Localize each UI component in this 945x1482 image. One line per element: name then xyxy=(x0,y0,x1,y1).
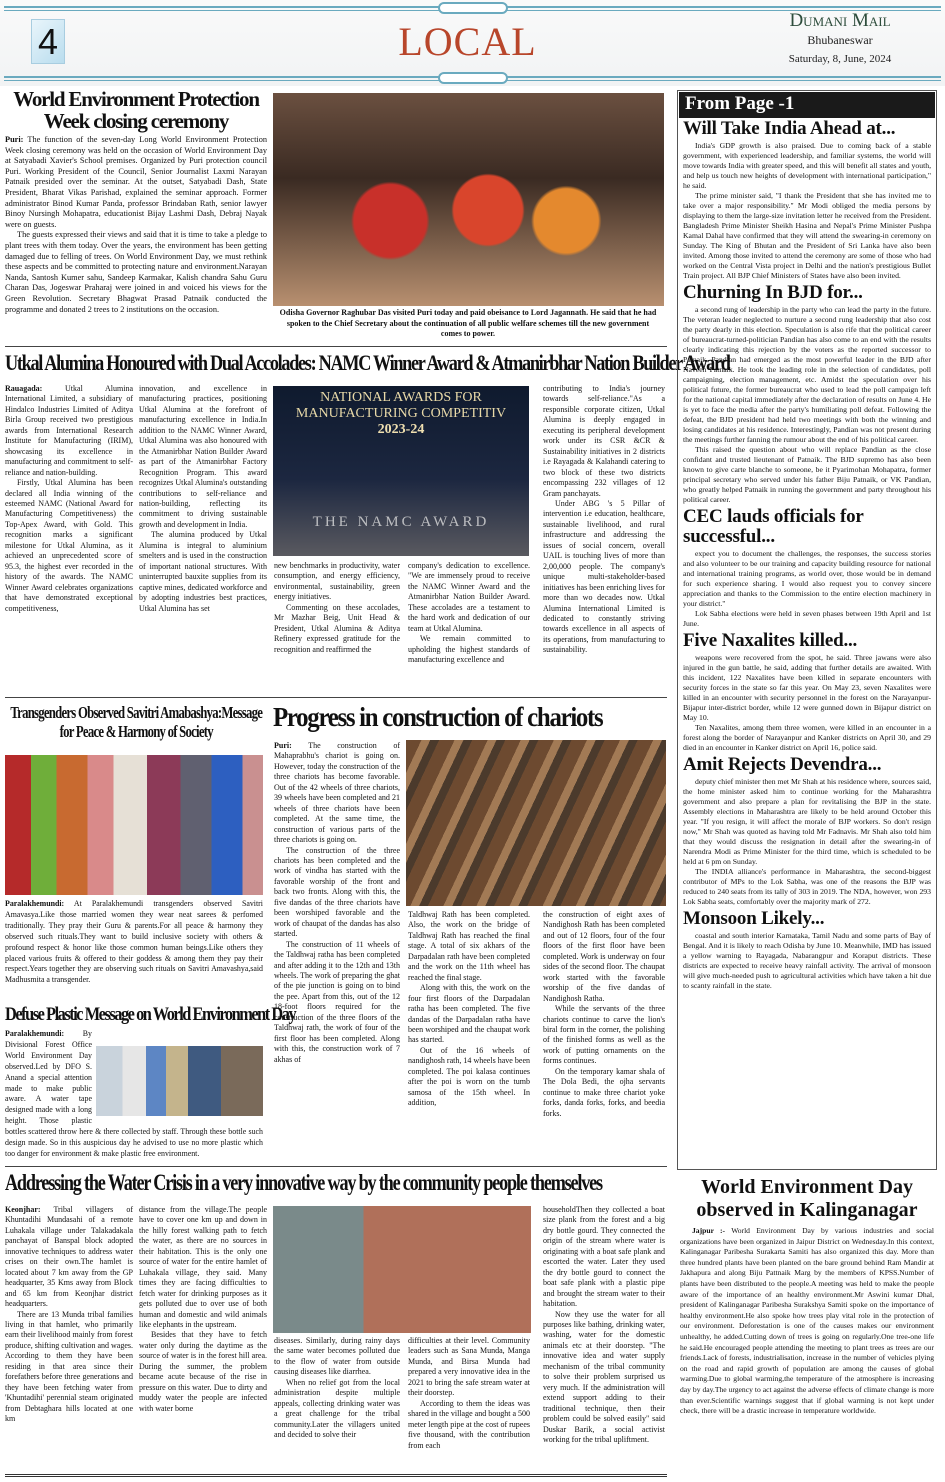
paragraph: India's GDP growth is also praised. Due to coming back of a stable government, with experienced leadership, and familiar systems, the world will move towards India with greater speed, and this will benefit all states and youth, and help us touch new heights of development with international participation," he said. xyxy=(683,140,931,190)
water-pipe-photo xyxy=(273,1206,531,1333)
article-body xyxy=(5,135,267,315)
paragraph: The construction of the three chariots has been completed and the work of vindha has started with the favorable worship of the front and back two fronts. Along with this, the five dandas of the three chariots have been worshiped favorable and the work of chaupat of the dandas has also started. xyxy=(274,845,400,939)
transgender-ritual-photo xyxy=(5,755,263,895)
paragraph: While the servants of the three chariots continue to carve the lion's biral form in the corner, the polishing of the finished forms as well as the work of putting ornaments on the forms continues. xyxy=(543,1004,665,1066)
plastic-awareness-photo xyxy=(96,1046,263,1116)
paragraph: a second rung of leadership in the party who can lead the party in the future. The veteran leader neglected to nurture a second rung leadership that also cost the party dearly in this election. Speculation is also rife that the political career of bureaucrat-turned-politician Pandian has also come to an end with the results clearly indicating this rejection by the voters as the reported successor to Patnaik. Pandian had emerged as the most powerful leader in the BJD after Naveen Patnaik. He took the leading role in the selection of candidates, poll campaigning, election management, etc. Amidst the speculation over his political future, the former bureaucrat who used to lead the poll campaign left for the national capital immediately after the declaration of results on June 4. He is yet to face the media after the party's humiliating poll defeat. Following the defeat, the BJD president had held two meetings with both the winning and losing candidates at his residence. Interestingly, Pandian was not present during the meetings further fanning the rumour about the end of his political career. xyxy=(683,304,931,444)
page-number: 4 xyxy=(31,19,65,64)
paragraph: According to them the ideas was shared in the village and bought a 500 meter length pipe at the cost of rupees five thousand, with the contribution from each xyxy=(408,1398,530,1450)
dateline: Puri: xyxy=(274,741,292,750)
dateline: Paralakhemundi: xyxy=(5,1029,65,1038)
paragraph: The alumina produced by Utkal Alumina is integral to aluminium smelters and is used in the construction of important national structures. With uninterrupted bauxite supplies from its captive mines, dedicated workforce and by adopting industries best practices, Utkal Alumina has set xyxy=(139,530,267,613)
paragraph: difficulties at their level. Community leaders such as Sana Munda, Manga Munda, and Birsa Munda had prepared a very innovative idea in the 2021 to bring the safe stream water at their doorstep. xyxy=(408,1336,530,1398)
photo-caption: Odisha Governor Raghubar Das visited Puri today and paid obeisance to Lord Jagannath. He said that he had spoken to the Chief Secretary about the continuation of all public welfare schemes till the new government comes to power. xyxy=(279,308,657,338)
section-title: LOCAL xyxy=(398,19,537,64)
chariots-column-2 xyxy=(408,910,530,1109)
ornament-icon xyxy=(438,2,508,14)
photo-text: 2023-24 xyxy=(377,422,425,437)
paragraph: The function of the seven-day Long World Environment Protection Week closing ceremony was held on the occasion of World Environment Day at Satyabadi Xavier's School premises. Organized by Puri protection council Puri. Working President of the Council, Senior Journalist Laxmi Narayan Patnaik presided over the seminar. At the outset, Satyabadi Dash, State President, Bharat Vikas Parishad, explained the seminar approach. Former administrator Binod Kumar Panda, professor Brindaban Rath, senior lawyer Binoy Nursingh Mohapatra, educationist Bijay Lashmi Dash, Debraj Nayak were on guests. xyxy=(5,135,267,229)
divider xyxy=(5,1166,667,1167)
utkal-column-1 xyxy=(5,384,133,614)
newspaper-name: Dumani Mail xyxy=(789,10,891,31)
paragraph: Utkal Alumina International Limited, a subsidiary of Hindalco Industries Limited of Aditya Birla Group received two prestigious awards from International Research Institute for Manufacturing (IRIM), showcasing its excellence in manufacturing and commitment to self-reliance and nation-building. xyxy=(5,384,134,477)
dateline: Jajpur :- xyxy=(692,1226,726,1235)
governor-visit-photo xyxy=(273,93,664,306)
story-headline: Five Naxalites killed... xyxy=(683,629,858,651)
water-column-1 xyxy=(5,1205,133,1425)
paragraph: Firstly, Utkal Alumina has been declared all India winning of the esteemed NAMC (National Award for Manufacturing Competitiveness) the Top-Apex Award, with Gold. This recognition marks a significant milestone for Utkal Alumina, as it achieved an unprecedented score of 95.3, the highest ever recorded in the history of the awards. The NAMC Winner Award celebrates organizations that have demonstrated exceptional competitiveness, xyxy=(5,478,133,613)
paragraph: Along with this, the work on the four first floors of the Darpadalan ratha has been completed. The five dandas of the Darpadalan ratha have been worshiped and the chaupat work has started. xyxy=(408,983,530,1045)
paragraph: Lok Sabha elections were held in seven phases between 19th April and 1st June. xyxy=(683,608,931,628)
water-column-4 xyxy=(408,1336,530,1451)
namc-award-photo xyxy=(273,386,529,556)
water-column-2 xyxy=(139,1205,267,1414)
photo-text: MANUFACTURING COMPETITIV xyxy=(295,406,507,421)
headline-transgender: Transgenders Observed Savitri Amabashya:Message for Peace & Harmony of Society xyxy=(5,703,268,741)
transgender-body xyxy=(5,899,263,986)
story-headline: CEC lauds officials for successful... xyxy=(683,505,864,547)
divider xyxy=(5,1474,667,1477)
paragraph: There are 13 Munda tribal families living in that hamlet, who primarily earn their livelihood mainly from forest produce, shifting cultivation and wages. According to them they have been residing in that area since their forefathers before three generations and they have been fetching water from 'Khuntadihi' perennial steam originated from Debtaghara hills located at one km xyxy=(5,1309,133,1424)
paragraph: Under ABG 's 5 Pillar of intervention i.e education, healthcare, sustainable livelihood, and rural infrastructure and addressing the issues of social concern, overall UAIL is touching lives of more than 2,00,000 people. The company's unique multi-stakeholder-based initiatives has been enriching lives for more than wo decades now. Utkal Alumina International Limited is dedicated to constantly striving towards excellence in all aspects of its operations, from manufacturing to sustainability. xyxy=(543,498,665,655)
paragraph: The construction of 11 wheels of the Taldhwaj ratha has been completed and after adding it to the 12th and 13th wheels. The work of preparing the ghat of the pie junction is going on to bind the pee. Apart from this, out of the 12 18-foot floors required for the construction of the three floors of the Taldhwaj rath, the work of four of the first floor has been completed. Along with this, the construction work of 7 akhas of xyxy=(274,939,400,1064)
paragraph: diseases. Similarly, during rainy days the same water becomes polluted due to the flow of water from outside causing diseases like diarrhea. xyxy=(274,1336,400,1377)
dateline: Paralakhemundi: xyxy=(5,899,65,908)
paragraph: Now they use the water for all purposes like bathing, drinking water, washing, water for the domestic animals etc at their doorstep. "The innovative idea and water supply mechanism of the tribal community to solve their problem surprised us very much. If the administration will extend support adding to their traditional technique, then their problem could be solved easily" said Duskar Barik, a social activist working for the tribal upliftment. xyxy=(543,1309,665,1444)
paragraph: Out of the 16 wheels of nandighosh rath, 14 wheels have been completed. The poi kalasa continues after the poi is worn on the tumb samosa of the 15th wheel. In addition, xyxy=(408,1045,530,1108)
paragraph: company's dedication to excellence. "We are immensely proud to receive the NAMC Winner Award and the Atmanirbhar Nation Builder Award. These accolades are a testament to the hard work and dedication of our team at Utkal Alumina. xyxy=(408,561,530,633)
story-body xyxy=(678,303,936,507)
headline: World Environment Protection Week closing ceremony xyxy=(13,87,259,133)
headline-plastic: Defuse Plastic Message on World Environment Day xyxy=(5,1004,296,1025)
paragraph: Besides that they have to fetch water only during the daytime as the source of water is in the forest hill area. During the summer, the problem became acute because of the rise in pressure on this water. Due to dirty and muddy water the people are infected with water borne xyxy=(139,1330,267,1413)
paragraph: Tribal villagers of Khuntadihi Mundasahi of a remote Luhakala village under Talakadakala panchayat of Banspal block adopted innovative techniques to address water crises on their own.The hamlet is located about 7 km away from the GP headquarter, 35 Kms away from Block and 65 km from Keonjhar district headquarters. xyxy=(5,1205,133,1309)
paragraph: By Divisional Forest Office World Environment Day observed.Led by DFO S. Anand a special attention made to make public aware. A water tape designed made with a long height. Those plastic bottles scattered throw here & there collected by staff. Through these bottle such design made. So in this auspicious day he advised to use no more plastic which too danger for environment & make plastic free environment. xyxy=(5,1029,263,1158)
chariots-column-1 xyxy=(274,741,400,1065)
paragraph: weapons were recovered from the spot, he said. Three jawans were also injured in the gun battle, he said, adding that further details are awaited. With this incident, 122 Naxalites have been killed in separate encounters with security forces in the state so far this year. On May 23, seven Naxalites were killed in an encounter with security personnel in the forest on the Narayanpur-Bijapur inter-district border, while 12 were gunned down in Bijapur district on May 10. xyxy=(683,652,931,722)
paragraph: contributing to India's journey towards self-reliance."As a responsible corporate citizen, Utkal Alumina is deeply engaged in executing its peripheral development work under its CSR &CR & Sustainability initiatives in 2 districts i.e Rayagada & Kalahandi catering to two block of these two districts encompassing 232 villages of 12 Gram panchayats. xyxy=(543,384,665,498)
paragraph: The construction of Mahaprabhu's chariot is going on. However, today the construction of the three chariots has become favorable. Out of the 42 wheels of three chariots, 39 wheels have been completed and 21 wheels of three chariots have been completed. At the same time, the construction of various parts of the three chariots is going on. xyxy=(274,741,401,845)
paragraph: World Environment Day by various industries and social organizations have been organized in Jaipur District on Wednesday.In this context, Kalinganagar Paribesha Surakarta Samiti has also organized this day. More than three hundred plants have been planted on the bare ground behind Ram Mandir at Jakhapura and along Biju Pattnaik Marg by the members of KPSS.Number of plants have been distributed to the people.A meeting was held to make the people aware of the importance of an healthy environment.Mr Aswini kumar Dhal, president of Kalinganagar Paribesha Surakshya Samiti spoke on the importance of healthy environment.He also spoke how trees play vital role in the protection of our environment. Deforestation is one of the causes makes our environment unhealthy, he added.Cutting down of trees is going on regularly.One tree-one life he said.He encouraged people attending the meeting to plant trees as trees are our friends.Lack of forests, industrialisation, increase in the number of vehicles plying on the road and rapid growth of population are among the causes of global warming.Due to global warming,the temperature of the atmosphere is increasing day by day.The urgency to act against the adverse effects of climate change is more than ever.Scientific warnings suggest that if global warming is not kept under check, there will be a drastic increase in temperature worldwide. xyxy=(680,1226,934,1416)
paragraph: the construction of eight axes of Nandighosh Rath has been completed and out of 12 floors, four of the four floors of the first floor have been completed. Work is underway on four sides of the second floor. The chaupat work started with the favorable worship of the five dandas of Nandighosh Ratha. xyxy=(543,910,665,1003)
photo-text: NATIONAL AWARDS FOR xyxy=(320,390,482,405)
article-kalinganagar xyxy=(677,1176,937,1476)
headline: World Environment Day observed in Kalinganagar xyxy=(696,1176,918,1221)
chariots-column-3 xyxy=(543,910,665,1119)
edition-city: Bhubaneswar xyxy=(807,33,873,47)
dateline: Keonjhar: xyxy=(5,1205,41,1214)
from-page-1-box xyxy=(677,90,937,1170)
article-env-week xyxy=(5,88,267,315)
paragraph: Taldhwaj Rath has been completed. Also, the work on the bridge of Taldhwaj Rath has reached the final stage. A total of six akhars of the Darpadalan rath have been completed and the work on the 11th wheel has reached the final stage. xyxy=(408,910,530,982)
paragraph: deputy chief minister then met Mr Shah at his residence where, sources said, the home minister asked him to continue working for the Maharashtra government and also prepare a plan for revitalising the BJP in the state. Assembly elections in Maharashtra are likely to be held around October this year. "If you resign, it will affect the morale of BJP workers. So don't resign now," Mr Shah was quoted as having told Mr Fadnavis. Mr Shah also told him that they would discuss the resignation in detail after the swearing-in of Narendra Modi as Prime Minister for the third time, which is scheduled to be held at 6 pm on Sunday. xyxy=(683,776,931,866)
paragraph: Ten Naxalites, among them three women, were killed in an encounter in a forest along the border of Narayanpur and Kanker districts on April 30, and 29 died in an encounter in Kanker district on April 16, police said. xyxy=(683,722,931,752)
story-body xyxy=(678,775,936,909)
paragraph: The prime minister said, "I thank the President that she has invited me to take over a major responsibility." Mr Modi obliged the media persons by displaying to them the large-size invitation letter he received from the President. Bangladesh Prime Minister Sheikh Hasina and Nepal's Prime Minister Pushpa Kamal Dahal have confirmed that they will attend the swearing-in ceremony on Sunday. The King of Bhutan and the President of Sri Lanka have also been invited. Among those invited to attend the ceremony are some of those who had worked on the Central Vista project in Delhi and the nation's prestigious Bullet Train project. All BJP Chief Ministers of States have also been invited. xyxy=(683,190,931,280)
story-headline: Churning In BJD for... xyxy=(683,281,863,303)
paragraph: When no relief got from the local administration despite multiple appeals, collecting drinking water was a great challenge for the tribal community.Later the villagers united and decided to solve their xyxy=(274,1377,400,1440)
plastic-body xyxy=(5,1029,263,1160)
utkal-column-2 xyxy=(139,384,267,614)
utkal-column-3 xyxy=(274,561,400,655)
paragraph: The INDIA alliance's performance in Maharashtra, the second-biggest contributor of MPs to the Lok Sabha, was one of the reasons the BJP was reduced to 240 seats from its tally of 303 in 2019. The NDA, however, won 293 Lok Sabha seats, comfortably over the majority mark of 272. xyxy=(683,866,931,906)
paragraph: innovation, and excellence in manufacturing practices, positioning Utkal Alumina at the forefront of manufacturing excellence in India.In addition to the NAMC Winner Award, Utkal Alumina was also honoured with the Atmanirbhar Nation Builder Award as part of the Atmanirbhar Factory Recognition Program. This award recognizes Utkal Alumina's outstanding contributions to self-reliance and nation-building, reflecting its commitment to driving sustainable growth and development in India. xyxy=(139,384,267,529)
headline-chariots: Progress in construction of chariots xyxy=(273,702,603,732)
paragraph: coastal and south interior Karnataka, Tamil Nadu and some parts of Bay of Bengal. And it is likely to reach Odisha by June 10. Meanwhile, IMD has issued a yellow warning to Rayagada, Nabarangpur and Koraput districts. These districts are expected to receive heavy rainfall activity. The arrival of monsoon will give much-needed push to agricultural activities which have taken a hit due to scanty rainfall in the state. xyxy=(683,930,931,990)
story-headline: Monsoon Likely... xyxy=(683,907,825,929)
story-body xyxy=(678,651,936,755)
paragraph: At Paralakhemundi transgenders observed Savitri Amavasya.Like those married women they wear neat sarees & perfomed traditionally. They pray their Guru & parents.For all peace & harmony they observed such rituals.They want to build inclusive society with others & profound respect & honor like those common human beings.Like others they placed various fruits & offered to their goddess & among them they pay their respect.Years together they are observing such rituals on Savitri Amavashya,said Madhusmita a transgender. xyxy=(5,899,263,985)
paragraph: expect you to document the challenges, the responses, the success stories and also volunteer to be our training and capacity building resource for national and international training programs, as world over, those would be in demand for such experience sharing. I would also request you to convey sincere appreciation and thanks to the Commission to the entire election machinery in your district." xyxy=(683,548,931,608)
paragraph: On the temporary kamar shala of The Dola Bedi, the ojha servants continue to make three chariot yoke forks, danda forks, forks, and beedia forks. xyxy=(543,1066,665,1118)
water-column-3 xyxy=(274,1336,400,1441)
ornament-icon xyxy=(438,72,508,84)
paragraph: distance from the village.The people have to cover one km up and down in the hilly forest walking path to fetch the water, as there are no sources in their habitation. This is the only one source of water for the entire hamlet of Luhakala village, they said. Many times they are facing difficulties to fetch water for drinking purposes as it gets polluted due to over use of both human and domestic and wild animals like elephants in the upstream. xyxy=(139,1205,267,1329)
story-headline: Amit Rejects Devendra... xyxy=(683,753,882,775)
headline-utkal: Utkal Alumina Honoured with Dual Accolades: NAMC Winner Award & Atmanirbhar Nation Builder Award xyxy=(5,350,730,375)
chariot-construction-photo xyxy=(406,740,666,906)
divider xyxy=(5,346,667,347)
paragraph: This raised the question about who will replace Pandian as the close confidant and trusted lieutenant of Patnaik. The BJD supremo has also been known to give carte blanche to someone, be it Pyarimohan Mohapatra, former principal secretary who served under his father Biju Patnaik, or VK Pandian, who greatly helped Patnaik in running the government and party throughout his political career. xyxy=(683,444,931,504)
water-column-5 xyxy=(543,1205,665,1445)
divider xyxy=(5,697,667,698)
story-body xyxy=(678,547,936,631)
paragraph: The guests expressed their views and said that it is time to take a pledge to plant trees with them today. Over the years, the environment has been getting damaged due to felling of trees. On World Environment Day, we must rethink these aspects and be committed to protecting nature and environment.Narayan Nanda, Santosh Kumer sahu, Sandeep Karmakar, Kalish chandra Sahu Guru Charan Das, Jogeswar Praharaj were joined in and voiced his views for the Green Revolution. Secretary Bhagwat Prasad Patnaik conducted the programme and donated 2 trees to 2 institutions on the occasion. xyxy=(5,230,267,314)
paragraph: Commenting on these accolades, Mr Mazhar Beig, Unit Head & President, Utkal Alumina & Aditya Refinery expressed gratitude for the recognition and reaffirmed the xyxy=(274,602,400,654)
photo-text: THE NAMC AWARD xyxy=(312,514,490,530)
article-body xyxy=(677,1222,937,1417)
issue-date: Saturday, 8, June, 2024 xyxy=(788,53,892,65)
from-page-label: From Page -1 xyxy=(679,92,935,118)
story-body xyxy=(678,139,936,283)
paragraph: We remain committed to upholding the highest standards of manufacturing excellence and xyxy=(408,634,530,665)
paragraph: householdThen they collected a boat size plank from the forest and a big dry bottle gourd. They connected the origin of the stream where water is originating with a boat safe plank and escorted the water. Later they used the dry bottle gourd to connect the boat safe plank with a plastic pipe and brought the stream water to their habitation. xyxy=(543,1205,665,1309)
utkal-column-4 xyxy=(408,561,530,666)
dateline: Puri: xyxy=(5,135,24,144)
dateline: Rauagada: xyxy=(5,384,43,393)
utkal-column-5 xyxy=(543,384,665,656)
paragraph: new benchmarks in productivity, water consumption, and energy efficiency, environmental, sustainability, green energy initiatives. xyxy=(274,561,400,602)
headline-water: Addressing the Water Crisis in a very innovative way by the community people themselves xyxy=(5,1170,602,1195)
story-body xyxy=(678,929,936,993)
story-headline: Will Take India Ahead at... xyxy=(683,118,896,139)
